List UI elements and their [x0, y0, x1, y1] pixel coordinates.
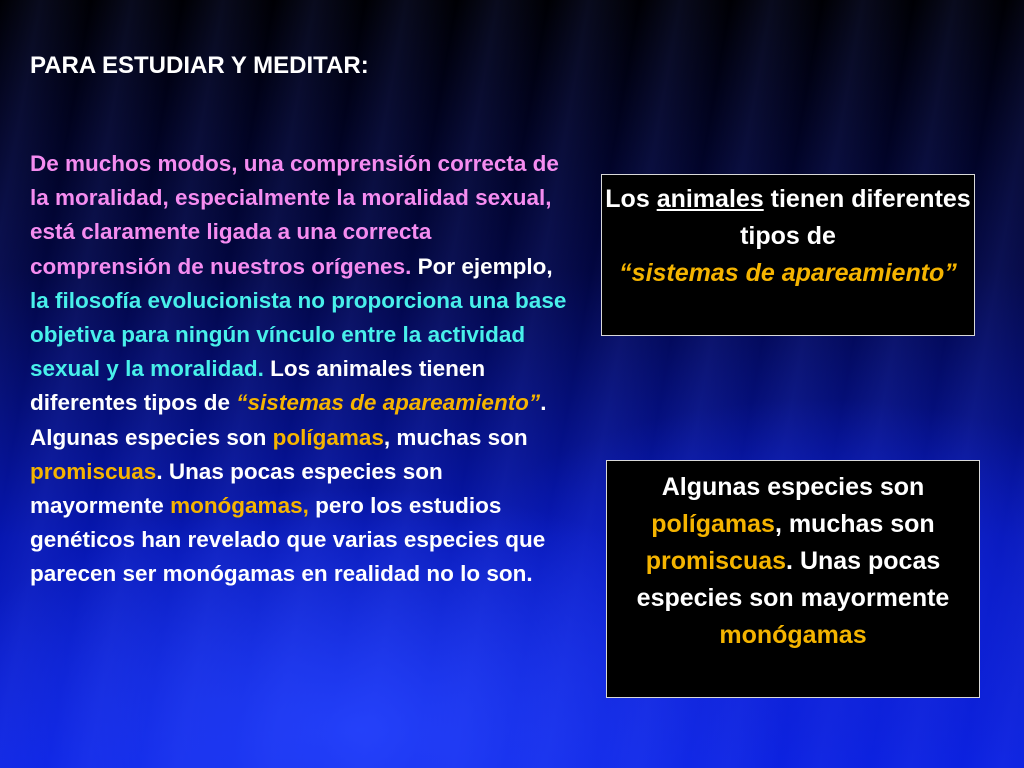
box1-text-mid: tienen diferentes tipos de	[740, 185, 971, 250]
species-box	[606, 460, 980, 698]
paragraph-mating-systems: “sistemas de apareamiento”	[236, 390, 541, 416]
mating-systems-box	[601, 174, 975, 336]
box2-few-species: . Unas pocas especies son mayormente	[636, 547, 950, 612]
slide-title: PARA ESTUDIAR Y MEDITAR:	[30, 52, 369, 79]
paragraph-few-species: . Unas pocas especies son mayormente	[30, 458, 443, 519]
box2-text-start: Algunas especies son	[661, 473, 925, 501]
box2-many-are: , muchas son	[774, 510, 935, 538]
box1-mating-systems: “sistemas de apareamiento”	[619, 259, 957, 287]
paragraph-conclusion: pero los estudios genéticos han revelado que varias especies que parecen ser monógamas en realidad no lo son.	[30, 493, 546, 587]
paragraph-species-lead: . Algunas especies son	[30, 390, 547, 450]
paragraph-animals-lead: Los animales tienen diferentes tipos de	[30, 356, 486, 416]
paragraph-promiscuous: promiscuas	[30, 458, 157, 484]
box1-animals: animales	[656, 185, 764, 213]
box2-polygamous: polígamas	[651, 510, 775, 538]
box2-monogamous: monógamas	[719, 621, 867, 649]
box1-text-start: Los	[605, 185, 657, 213]
box2-promiscuous: promiscuas	[645, 547, 787, 575]
paragraph-monogamous: monógamas,	[170, 493, 309, 519]
paragraph-many-are: , muchas son	[383, 424, 528, 450]
paragraph-polygamous: polígamas	[272, 424, 384, 450]
paragraph-evolution-claim: la filosofía evolucionista no proporciona una base objetiva para ningún vínculo entre la actividad sexual y la moralidad.	[30, 287, 567, 382]
paragraph-example-lead: Por ejemplo,	[411, 253, 553, 279]
study-paragraph	[30, 147, 570, 592]
paragraph-intro: De muchos modos, una comprensión correcta de la moralidad, especialmente la moralidad sexual, está claramente ligada a una correcta comprensión de nuestros orígenes.	[30, 151, 559, 279]
